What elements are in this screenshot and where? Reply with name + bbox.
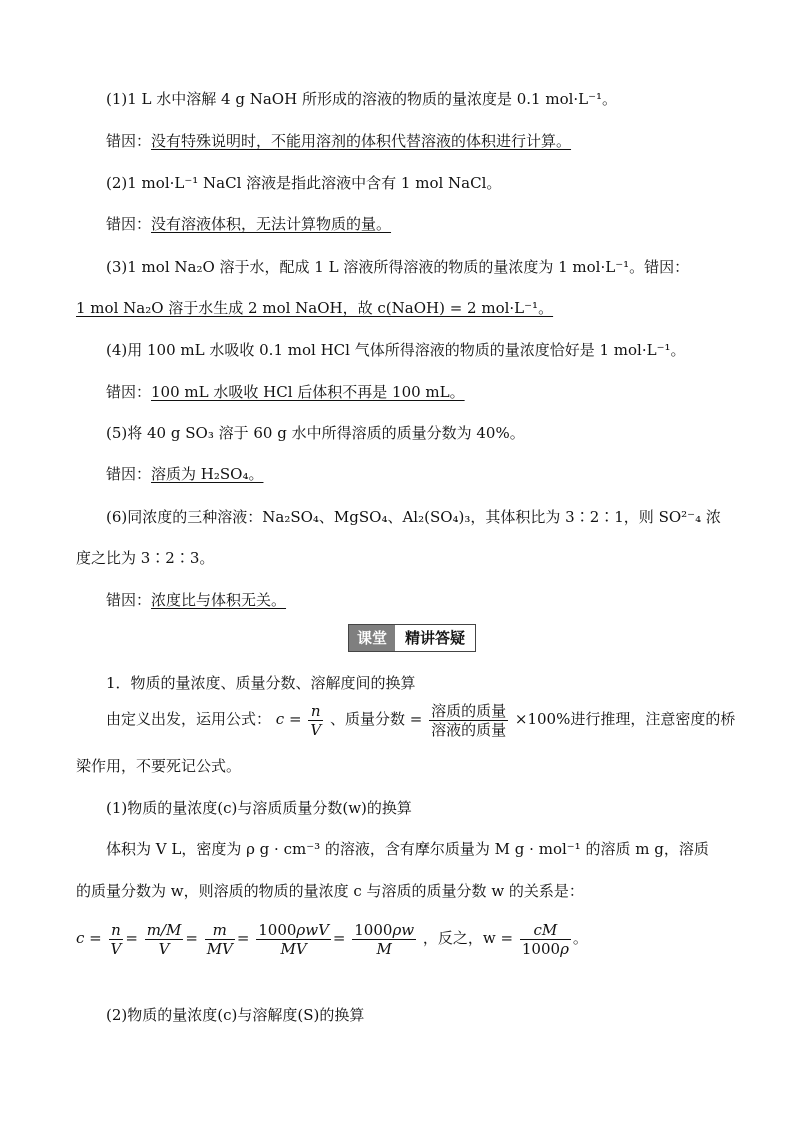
frac-1000pw: $\frac{1000\rho w}{M}$ (354, 920, 415, 958)
mass-fraction-label: 、质量分数 = (329, 710, 423, 728)
item4-reason-line (106, 381, 465, 403)
reason-text: 100 mL 水吸收 HCl 后体积不再是 100 mL。 (151, 383, 465, 401)
item3-reason-text: 1 mol Na₂O 溶于水生成 2 mol NaOH，故 c(NaOH) = 2 mol·L⁻¹。 (76, 299, 554, 317)
frac-m-mv: $\frac{m}{MV}$ (206, 920, 233, 958)
frac-n-v: $\frac{n}{V}$ (110, 920, 122, 958)
item5-question: (5)将 40 g SO₃ 溶于 60 g 水中所得溶质的质量分数为 40%。 (106, 424, 525, 442)
section1-title: 1．物质的量浓度、质量分数、溶解度间的换算 (106, 674, 416, 692)
banner-right: 精讲答疑 (395, 625, 475, 651)
reason-label: 错因： (106, 215, 152, 233)
reason-label: 错因： (106, 591, 152, 609)
reason-label: 错因： (106, 132, 152, 150)
banner-left: 课堂 (349, 625, 395, 651)
reason-text: 没有特殊说明时，不能用溶剂的体积代替溶液的体积进行计算。 (151, 132, 572, 150)
item6-question: (6)同浓度的三种溶液：Na₂SO₄、MgSO₄、Al₂(SO₄)₃，其体积比为 3∶2∶1，则 SO²⁻₄ 浓 (106, 508, 721, 526)
fraction-denominator: V (310, 720, 322, 739)
conversion-formula: c = $\frac{n}{V}$ = $\frac{m/M}{V}$ = $\frac{m}{MV}$ = $\frac{\text{1000ρwV}}{MV}$ = $\frac{1000\rho w}{M}$ ，反之，w = $\frac{cM}{1000\rho}$ 。 (76, 920, 588, 958)
item2-question: (2)1 mol·L⁻¹ NaCl 溶液是指此溶液中含有 1 mol NaCl。 (106, 174, 502, 192)
fraction-denominator: 溶液的质量 (431, 720, 507, 739)
item5-reason-line (106, 463, 263, 485)
reason-text: 溶质为 H₂SO₄。 (151, 465, 264, 483)
item4-question: (4)用 100 mL 水吸收 0.1 mol HCl 气体所得溶液的物质的量浓度恰好是 1 mol·L⁻¹。 (106, 341, 686, 359)
n-over-v-fraction (308, 702, 323, 739)
reason-label: 错因： (106, 383, 152, 401)
item2-reason-line (106, 213, 391, 235)
fraction-numerator: 溶质的质量 (431, 701, 507, 720)
sub1-para1: 体积为 V L，密度为 ρ g · cm⁻³ 的溶液，含有摩尔质量为 M g · mol⁻¹ 的溶质 m g，溶质 (106, 840, 709, 858)
item3-question: (3)1 mol Na₂O 溶于水，配成 1 L 溶液所得溶液的物质的量浓度为 1 mol·L⁻¹。错因： (106, 258, 690, 276)
item1-reason-line (106, 130, 571, 152)
reason-text: 浓度比与体积无关。 (151, 591, 287, 609)
intro-text: 由定义出发，运用公式： (106, 710, 272, 728)
formula-line (106, 699, 735, 739)
frac-cm-1000p: $\frac{cM}{1000\rho}$ (521, 920, 569, 958)
formula-inverse-label: ，反之，w = (422, 929, 514, 947)
item6-reason-line (106, 589, 286, 611)
mass-fraction (429, 702, 508, 739)
intro-text-tail: ×100%进行推理，注意密度的桥 (514, 710, 736, 728)
section-banner (348, 624, 476, 652)
sub1-para2: 的质量分数为 w，则溶质的物质的量浓度 c 与溶质的质量分数 w 的关系是： (76, 882, 584, 900)
formula-end: 。 (572, 929, 588, 947)
sub2-title: (2)物质的量浓度(c)与溶解度(S)的换算 (106, 1006, 365, 1024)
fraction-numerator: n (308, 702, 323, 721)
item6-question-cont: 度之比为 3∶2∶3。 (76, 549, 215, 567)
frac-m-m-v: $\frac{m/M}{V}$ (146, 920, 182, 958)
item1-question: (1)1 L 水中溶解 4 g NaOH 所形成的溶液的物质的量浓度是 0.1 mol·L⁻¹。 (106, 90, 618, 108)
frac-1000pwv: $\frac{\text{1000ρwV}}{MV}$ (258, 920, 329, 958)
c-equals: c = (275, 710, 302, 728)
reason-label: 错因： (106, 465, 152, 483)
intro-cont: 梁作用，不要死记公式。 (76, 757, 242, 775)
reason-text: 没有溶液体积，无法计算物质的量。 (151, 215, 392, 233)
sub1-title: (1)物质的量浓度(c)与溶质质量分数(w)的换算 (106, 799, 412, 817)
